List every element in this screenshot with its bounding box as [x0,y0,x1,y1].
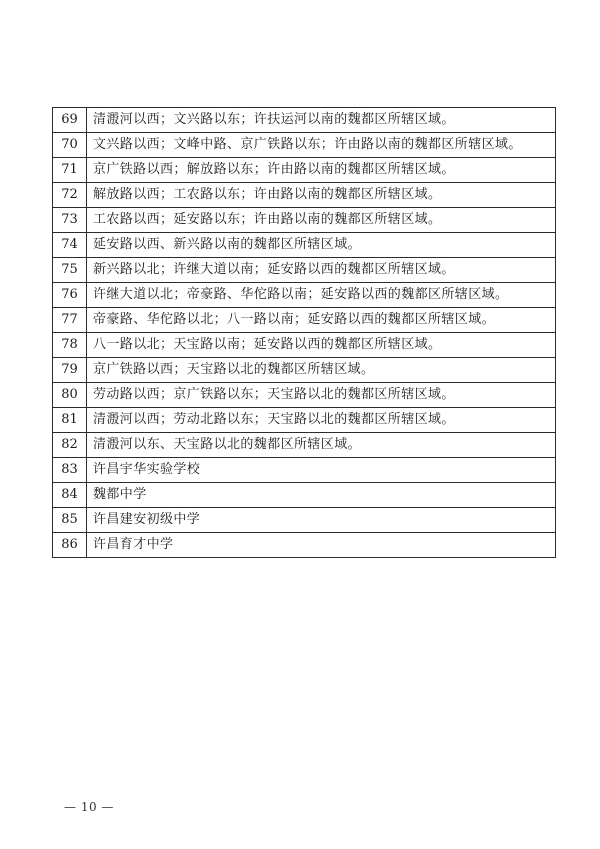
row-description: 清溵河以东、天宝路以北的魏都区所辖区域。 [87,433,556,458]
row-number: 70 [53,133,87,158]
row-description: 许继大道以北；帝豪路、华佗路以南；延安路以西的魏都区所辖区域。 [87,283,556,308]
row-number: 81 [53,408,87,433]
row-description: 魏都中学 [87,483,556,508]
row-description: 新兴路以北；许继大道以南；延安路以西的魏都区所辖区域。 [87,258,556,283]
row-number: 80 [53,383,87,408]
row-description: 八一路以北；天宝路以南；延安路以西的魏都区所辖区域。 [87,333,556,358]
table-row [53,508,556,533]
row-number: 71 [53,158,87,183]
table-row [53,533,556,558]
row-number: 77 [53,308,87,333]
row-number: 74 [53,233,87,258]
row-description: 许昌建安初级中学 [87,508,556,533]
row-description: 清溵河以西；文兴路以东；许扶运河以南的魏都区所辖区域。 [87,108,556,133]
row-description: 京广铁路以西；解放路以东；许由路以南的魏都区所辖区域。 [87,158,556,183]
table-row [53,108,556,133]
row-number: 76 [53,283,87,308]
row-description: 工农路以西；延安路以东；许由路以南的魏都区所辖区域。 [87,208,556,233]
table-row [53,308,556,333]
table-row [53,408,556,433]
row-number: 78 [53,333,87,358]
row-number: 69 [53,108,87,133]
row-number: 72 [53,183,87,208]
table-body [53,108,556,558]
table-row [53,258,556,283]
row-description: 文兴路以西；文峰中路、京广铁路以东；许由路以南的魏都区所辖区域。 [87,133,556,158]
table-row [53,333,556,358]
row-description: 京广铁路以西；天宝路以北的魏都区所辖区域。 [87,358,556,383]
row-number: 85 [53,508,87,533]
table-row [53,183,556,208]
row-number: 82 [53,433,87,458]
table-row [53,483,556,508]
table-row [53,233,556,258]
row-description: 清溵河以西；劳动北路以东；天宝路以北的魏都区所辖区域。 [87,408,556,433]
row-number: 86 [53,533,87,558]
row-number: 83 [53,458,87,483]
table-row [53,358,556,383]
row-description: 帝豪路、华佗路以北；八一路以南；延安路以西的魏都区所辖区域。 [87,308,556,333]
row-number: 75 [53,258,87,283]
table-row [53,383,556,408]
table-row [53,283,556,308]
row-number: 79 [53,358,87,383]
district-table-container [52,107,556,558]
row-description: 许昌育才中学 [87,533,556,558]
row-description: 许昌宇华实验学校 [87,458,556,483]
table-row [53,158,556,183]
row-description: 解放路以西；工农路以东；许由路以南的魏都区所辖区域。 [87,183,556,208]
row-description: 劳动路以西；京广铁路以东；天宝路以北的魏都区所辖区域。 [87,383,556,408]
table-row [53,433,556,458]
row-number: 73 [53,208,87,233]
table-row [53,208,556,233]
page-number: — 10 — [64,800,114,814]
district-table [52,107,556,558]
row-number: 84 [53,483,87,508]
row-description: 延安路以西、新兴路以南的魏都区所辖区域。 [87,233,556,258]
table-row [53,133,556,158]
table-row [53,458,556,483]
